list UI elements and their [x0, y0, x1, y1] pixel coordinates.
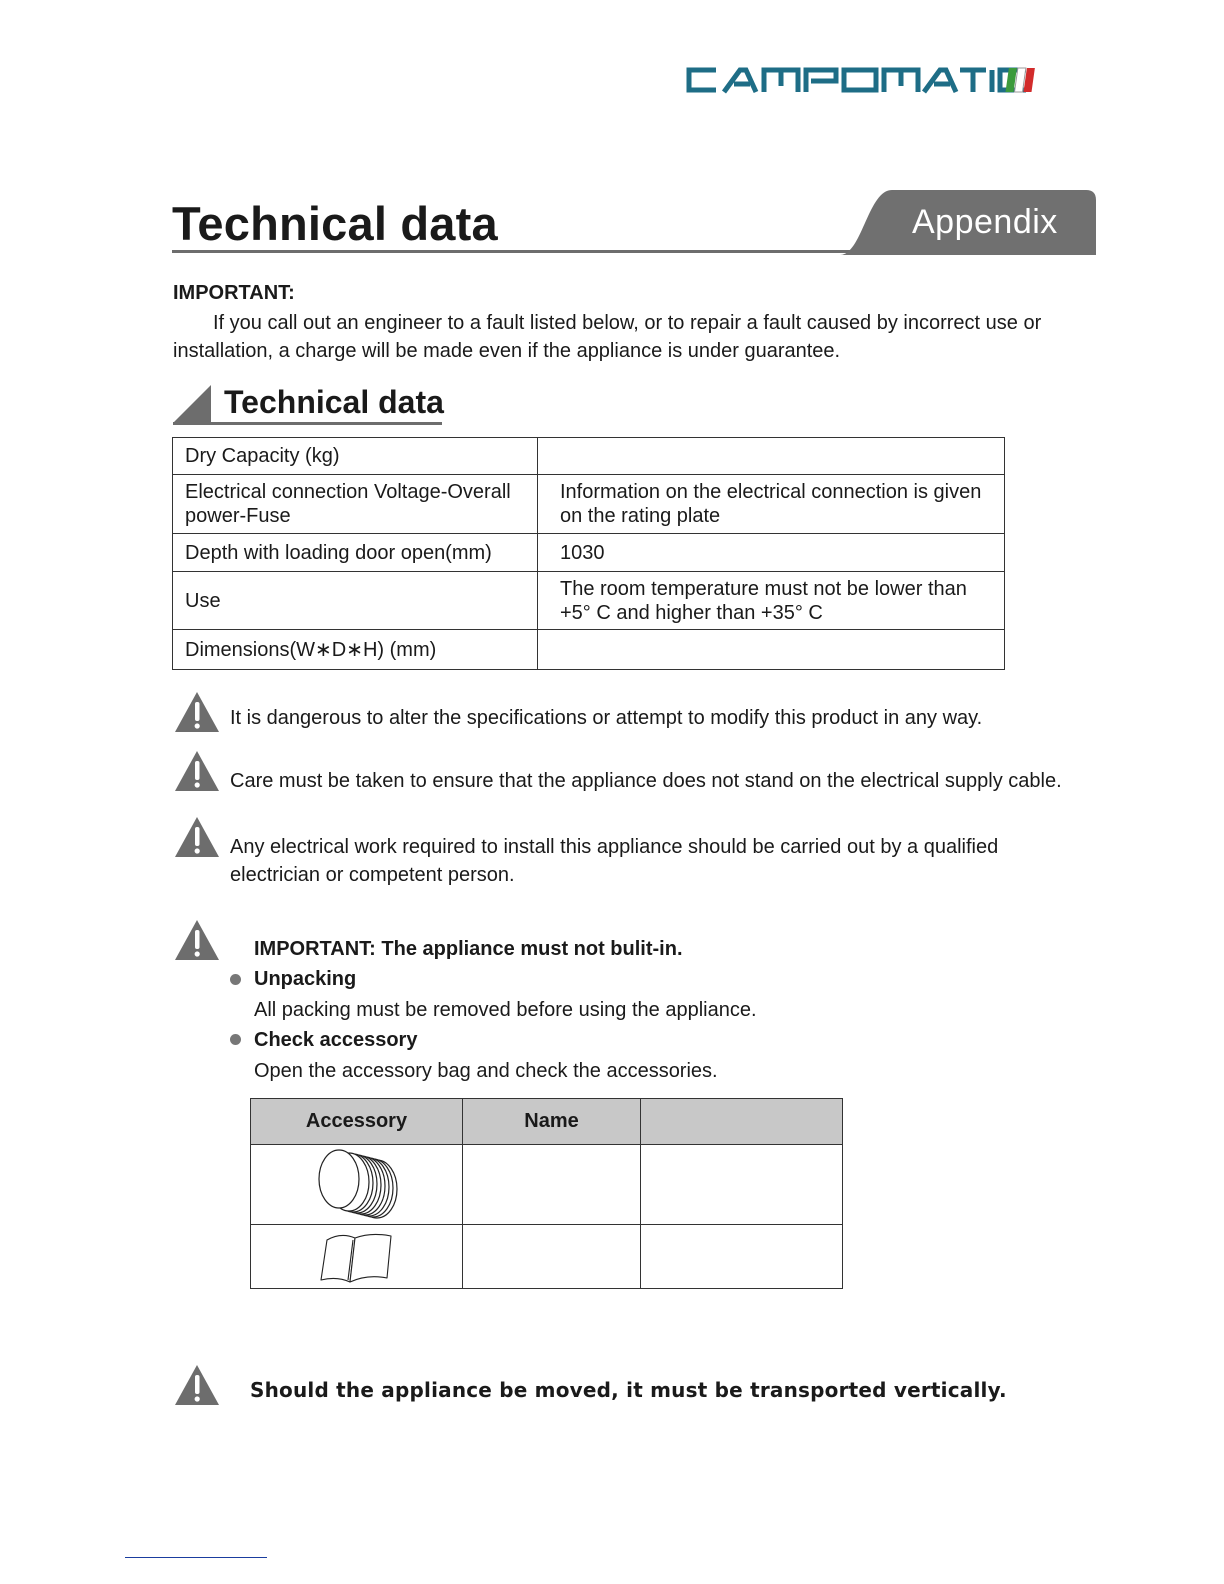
campomatic-logo-icon — [686, 60, 1042, 100]
warning-text: Care must be taken to ensure that the appliance does not stand on the electrical supply cable. — [230, 770, 1062, 792]
spec-label: Dimensions(W∗D∗H) (mm) — [173, 630, 538, 670]
accessory-cell — [251, 1145, 463, 1225]
title-underline — [172, 250, 872, 253]
accessory-cell — [251, 1225, 463, 1289]
spec-label: Electrical connection Voltage-Overall power-Fuse — [173, 475, 538, 534]
accessory-qty — [641, 1145, 843, 1225]
table-row — [251, 1145, 843, 1225]
spec-label: Depth with loading door open(mm) — [173, 534, 538, 572]
transport-warning: Should the appliance be moved, it must be transported vertically. — [250, 1378, 1007, 1402]
column-header: Name — [463, 1099, 641, 1145]
section-wedge-icon — [173, 385, 213, 423]
bullet-title: Unpacking — [254, 968, 357, 990]
accessory-table — [250, 1098, 843, 1289]
spec-value — [538, 630, 1005, 670]
bullet-icon — [230, 1034, 241, 1045]
bullet-text: All packing must be removed before using the appliance. — [254, 999, 757, 1021]
accessory-name — [463, 1225, 641, 1289]
section-title: Technical data — [224, 384, 444, 420]
spec-label: Dry Capacity (kg) — [173, 438, 538, 475]
table-row — [173, 534, 1005, 572]
footer-divider — [125, 1557, 267, 1558]
important-text: If you call out an engineer to a fault listed below, or to repair a fault caused by incorrect use or installation, a charge will be made even if the appliance is under guarantee. — [173, 312, 1042, 362]
warning-text: Any electrical work required to install this appliance should be carried out by a qualified electrician or competent person. — [230, 836, 999, 886]
table-row — [173, 572, 1005, 630]
spec-label: Use — [173, 572, 538, 630]
manual-book-icon — [317, 1230, 397, 1284]
spec-value: 1030 — [538, 534, 1005, 572]
spec-value — [538, 438, 1005, 475]
spec-value: The room temperature must not be lower than +5° C and higher than +35° C — [538, 572, 1005, 630]
exhaust-hose-icon — [311, 1147, 403, 1223]
table-row — [173, 630, 1005, 670]
table-header-row — [251, 1099, 843, 1145]
bullet-title: Check accessory — [254, 1029, 418, 1051]
column-header — [641, 1099, 843, 1145]
accessory-qty — [641, 1225, 843, 1289]
warning-icon — [174, 816, 220, 858]
warning-text: It is dangerous to alter the specifications or attempt to modify this product in any way. — [230, 707, 983, 729]
warning-icon — [174, 750, 220, 792]
section-underline — [173, 422, 442, 425]
bullet-icon — [230, 974, 241, 985]
important-heading: IMPORTANT: — [173, 282, 295, 304]
warning-icon — [174, 919, 220, 961]
accessory-name — [463, 1145, 641, 1225]
install-heading: IMPORTANT: The appliance must not bulit-in. — [254, 938, 683, 960]
table-row — [173, 438, 1005, 475]
warning-icon — [174, 1364, 220, 1406]
bullet-text: Open the accessory bag and check the accessories. — [254, 1060, 718, 1082]
table-row — [251, 1225, 843, 1289]
warning-icon — [174, 691, 220, 733]
table-row — [173, 475, 1005, 534]
spec-value: Information on the electrical connection is given on the rating plate — [538, 475, 1005, 534]
column-header: Accessory — [251, 1099, 463, 1145]
brand-logo — [686, 60, 1042, 100]
page-title: Technical data — [172, 197, 498, 250]
appendix-tab-label: Appendix — [912, 203, 1058, 241]
technical-data-table — [172, 437, 1005, 670]
